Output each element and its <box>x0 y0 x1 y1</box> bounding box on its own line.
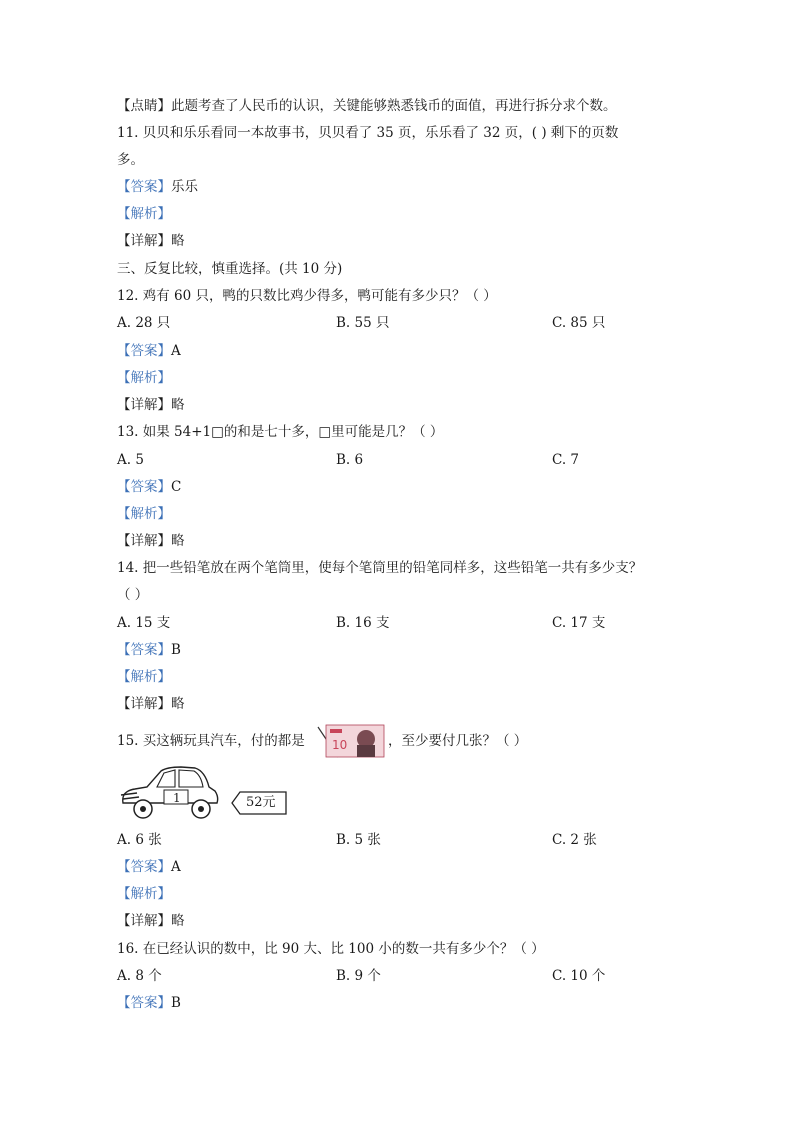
q12-detail <box>117 396 185 414</box>
q13-option-c: C. 7 <box>552 452 580 468</box>
q12-option-a: A. 28 只 <box>117 315 171 331</box>
note-text: 此题考查了人民币的认识，关键能够熟悉钱币的面值，再进行拆分求个数。 <box>171 98 617 114</box>
q13-option-a: A. 5 <box>117 452 144 468</box>
q14-analysis: 【解析】 <box>117 669 171 685</box>
car-number: 1 <box>173 791 181 805</box>
q15-option-c: C. 2 张 <box>552 832 597 848</box>
answer-tag: 【答案】 <box>117 995 171 1011</box>
answer-tag: 【答案】 <box>117 479 171 495</box>
q16-option-a: A. 8 个 <box>117 968 162 984</box>
q12-analysis: 【解析】 <box>117 370 171 386</box>
q12-question: 12. 鸡有 60 只，鸭的只数比鸡少得多，鸭可能有多少只？（ ） <box>117 288 497 304</box>
q15-detail <box>117 912 185 930</box>
answer-tag: 【答案】 <box>117 343 171 359</box>
section-heading: 三、反复比较，慎重选择。(共 10 分) <box>117 261 343 277</box>
q10-note <box>117 97 617 115</box>
detail-tag: 【详解】 <box>117 233 171 249</box>
q14-detail <box>117 695 185 713</box>
q12-option-b: B. 55 只 <box>336 315 390 331</box>
q15-option-a: A. 6 张 <box>117 832 162 848</box>
answer-tag: 【答案】 <box>117 859 171 875</box>
q14-question: 14. 把一些铅笔放在两个笔筒里，使每个笔筒里的铅笔同样多，这些铅笔一共有多少支？ <box>117 560 643 576</box>
q15-option-b: B. 5 张 <box>336 832 381 848</box>
svg-text:10: 10 <box>332 738 348 752</box>
q16-answer <box>117 994 181 1012</box>
q12-option-c: C. 85 只 <box>552 315 606 331</box>
q11-detail <box>117 232 185 250</box>
answer-value: C <box>171 479 182 495</box>
q15-question-end: ，至少要付几张？（ ） <box>388 733 528 749</box>
q14-option-b: B. 16 支 <box>336 615 390 631</box>
q14-answer <box>117 641 181 659</box>
q16-option-b: B. 9 个 <box>336 968 381 984</box>
note-tag: 【点睛】 <box>117 98 171 114</box>
q16-option-c: C. 10 个 <box>552 968 606 984</box>
answer-value: B <box>171 995 181 1011</box>
detail-value: 略 <box>171 913 185 929</box>
q13-analysis: 【解析】 <box>117 506 171 522</box>
q11-answer <box>117 178 198 196</box>
answer-value: B <box>171 642 181 658</box>
detail-tag: 【详解】 <box>117 696 171 712</box>
q13-question: 13. 如果 54+1□的和是七十多，□里可能是几？（ ） <box>117 424 444 440</box>
q14-option-c: C. 17 支 <box>552 615 606 631</box>
q16-question: 16. 在已经认识的数中，比 90 大、比 100 小的数一共有多少个？（ ） <box>117 941 545 957</box>
q13-detail <box>117 532 185 550</box>
price-label: 52元 <box>246 795 276 810</box>
detail-tag: 【详解】 <box>117 533 171 549</box>
answer-value: A <box>171 343 181 359</box>
answer-tag: 【答案】 <box>117 179 171 195</box>
answer-value: A <box>171 859 181 875</box>
q15-answer <box>117 858 181 876</box>
q13-answer <box>117 478 181 496</box>
detail-value: 略 <box>171 533 185 549</box>
q11-question-cont: 多。 <box>117 152 144 168</box>
answer-value: 乐乐 <box>171 179 198 195</box>
q13-option-b: B. 6 <box>336 452 364 468</box>
q15-analysis: 【解析】 <box>117 886 171 902</box>
price-tag <box>230 790 288 816</box>
detail-value: 略 <box>171 397 185 413</box>
q12-answer <box>117 342 181 360</box>
detail-tag: 【详解】 <box>117 913 171 929</box>
q11-analysis: 【解析】 <box>117 206 171 222</box>
detail-value: 略 <box>171 233 185 249</box>
banknote-image <box>316 721 386 761</box>
toy-car-image <box>117 765 221 821</box>
answer-tag: 【答案】 <box>117 642 171 658</box>
q11-question: 11. 贝贝和乐乐看同一本故事书，贝贝看了 35 页，乐乐看了 32 页，( ) 剩下的页数 <box>117 125 619 141</box>
q14-question-cont: （ ） <box>117 587 149 603</box>
detail-tag: 【详解】 <box>117 397 171 413</box>
detail-value: 略 <box>171 696 185 712</box>
q15-question-start: 15. 买这辆玩具汽车，付的都是 <box>117 733 305 749</box>
q14-option-a: A. 15 支 <box>117 615 171 631</box>
